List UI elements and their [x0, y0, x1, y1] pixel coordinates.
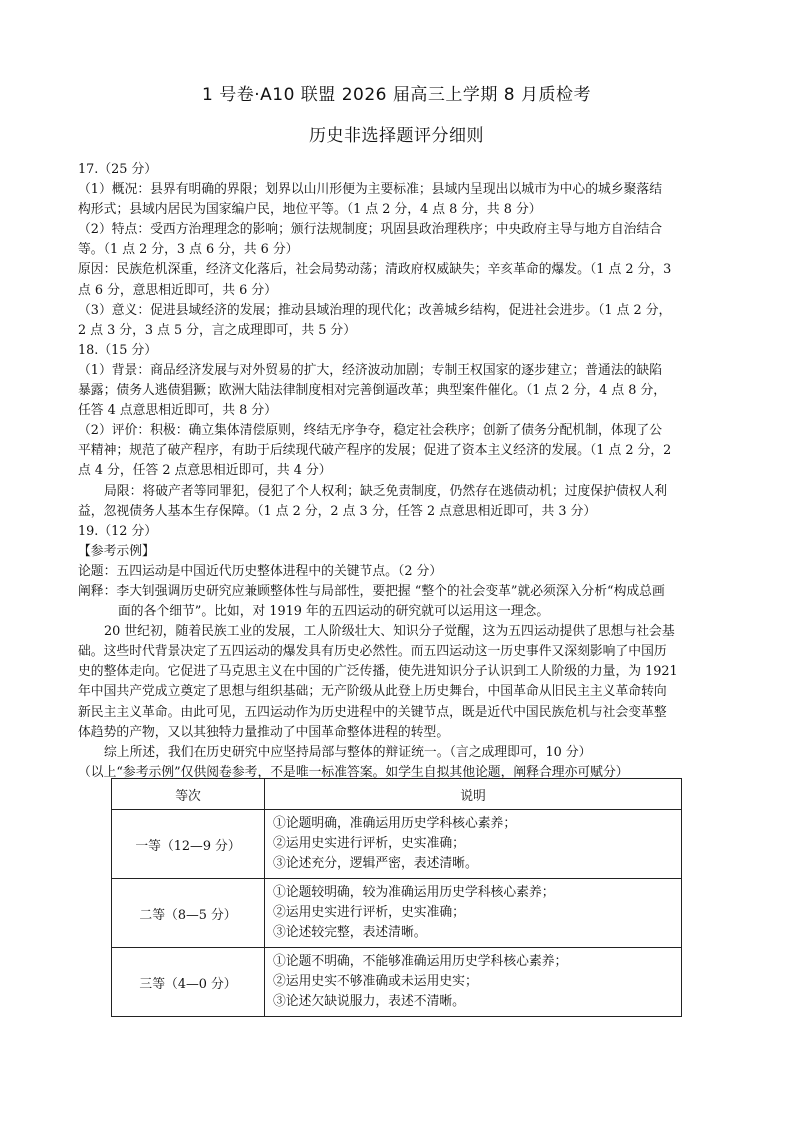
q18-line: 任答 4 点意思相近即可，共 8 分） — [78, 403, 277, 419]
criterion: ①论题明确，准确运用历史学科核心素养； — [273, 816, 517, 831]
criterion: ②运用史实不够准确或未运用史实； — [273, 974, 478, 989]
q19-paragraph: 年中国共产党成立奠定了思想与组织基础；无产阶级从此登上历史舞台，中国革命从旧民主主义革命转向 — [78, 684, 667, 700]
q19-heading: 19.（12 分） — [78, 523, 158, 539]
grading-table — [111, 778, 682, 1017]
table-row — [112, 810, 682, 879]
table-header-level: 等次 — [112, 779, 265, 810]
q19-note: （以上“参考示例”仅供阅卷参考，不是唯一标准答案。如学生自拟其他论题，阐释合理亦可赋分） — [78, 764, 629, 780]
grade-level: 二等（8—5 分） — [112, 879, 265, 948]
grade-description — [265, 879, 682, 948]
q19-paragraph: 体趋势的产物，又以其独特力量推动了中国革命整体进程的转型。 — [78, 724, 450, 740]
q19-example-tag: 【参考示例】 — [78, 543, 155, 559]
q17-line: （1）概况：县界有明确的界限；划界以山川形便为主要标准；县域内呈现出以城市为中心的城乡聚落结 — [78, 182, 663, 198]
q17-line: 构形式；县域内居民为国家编户民，地位平等。（1 点 2 分，4 点 8 分，共 8 分） — [78, 202, 542, 218]
grade-description — [265, 948, 682, 1017]
q19-explanation: 面的各个细节”。比如，对 1919 年的五四运动的研究就可以运用这一理念。 — [118, 604, 550, 620]
criterion: ①论题较明确，较为准确运用历史学科核心素养； — [273, 885, 555, 900]
q19-thesis: 论题：五四运动是中国近代历史整体进程中的关键节点。（2 分） — [78, 563, 443, 579]
q19-explanation: 阐释：李大钊强调历史研究应兼顾整体性与局部性，要把握 “整个的社会变革”就必须深入分析“构成总画 — [78, 583, 665, 599]
q17-line: （3）意义：促进县域经济的发展；推动县域治理的现代化；改善城乡结构，促进社会进步。（1 点 2 分， — [78, 302, 672, 318]
q17-line: 点 6 分，意思相近即可，共 6 分） — [78, 282, 277, 298]
table-row — [112, 948, 682, 1017]
q18-line: 点 4 分，任答 2 点意思相近即可，共 4 分） — [78, 463, 332, 479]
document-subtitle: 历史非选择题评分细则 — [309, 126, 484, 146]
table-header-description: 说明 — [265, 779, 682, 810]
q18-line: 益，忽视债务人基本生存保障。（1 点 2 分，2 点 3 分，任答 2 点意思相近即可，共 3 分） — [78, 503, 597, 519]
criterion: ①论题不明确，不能够准确运用历史学科核心素养； — [273, 954, 568, 969]
q18-heading: 18.（15 分） — [78, 342, 158, 358]
grade-description — [265, 810, 682, 879]
answer-content — [78, 160, 718, 783]
q19-conclusion: 综上所述，我们在历史研究中应坚持局部与整体的辩证统一。（言之成理即可，10 分） — [104, 744, 592, 760]
criterion: ③论述较完整，表述清晰。 — [273, 925, 427, 940]
q19-paragraph: 史的整体走向。它促进了马克思主义在中国的广泛传播，使先进知识分子认识到工人阶级的力量，为 1921 — [78, 664, 678, 680]
q18-line: 暴露；债务人逃债猖獗；欧洲大陆法律制度相对完善倒逼改革；典型案件催化。（1 点 2 分，4 点 8 分， — [78, 383, 667, 399]
document-title: 1 号卷·A10 联盟 2026 届高三上学期 8 月质检考 — [202, 85, 591, 105]
q18-line: 局限：将破产者等同罪犯，侵犯了个人权利；缺乏免责制度，仍然存在逃债动机；过度保护债权人利 — [104, 483, 668, 499]
grade-level: 一等（12—9 分） — [112, 810, 265, 879]
q17-line: 等。（1 点 2 分，3 点 6 分，共 6 分） — [78, 242, 299, 258]
q18-line: 平精神；规范了破产程序，有助于后续现代破产程序的发展；促进了资本主义经济的发展。（1 点 2 分，2 — [78, 443, 672, 459]
criterion: ③论述欠缺说服力，表述不清晰。 — [273, 994, 465, 1009]
table-row — [112, 879, 682, 948]
criterion: ③论述充分，逻辑严密，表述清晰。 — [273, 856, 478, 871]
q18-line: （1）背景：商品经济发展与对外贸易的扩大，经济波动加剧；专制王权国家的逐步建立；普通法的缺陷 — [78, 362, 663, 378]
criterion: ②运用史实进行评析，史实准确； — [273, 905, 465, 920]
q17-line: （2）特点：受西方治理理念的影响；颁行法规制度；巩固县政治理秩序；中央政府主导与地方自治结合 — [78, 222, 663, 238]
q19-paragraph: 础。这些时代背景决定了五四运动的爆发具有历史必然性。而五四运动这一历史事件又深刻影响了中国历 — [78, 644, 667, 660]
q18-line: （2）评价：积极：确立集体清偿原则，终结无序争夺，稳定社会秩序；创新了债务分配机制，体现了公 — [78, 423, 663, 439]
grade-level: 三等（4—0 分） — [112, 948, 265, 1017]
q17-heading: 17.（25 分） — [78, 162, 158, 177]
table-header-row — [112, 779, 682, 810]
q19-paragraph: 新民主主义革命。由此可见，五四运动作为历史进程中的关键节点，既是近代中国民族危机与社会变革整 — [78, 704, 667, 720]
q17-line: 2 点 3 分，3 点 5 分，言之成理即可，共 5 分） — [78, 322, 357, 338]
criterion: ②运用史实进行评析，史实准确； — [273, 836, 465, 851]
q19-paragraph: 20 世纪初，随着民族工业的发展，工人阶级壮大、知识分子觉醒，这为五四运动提供了思想与社会基 — [104, 624, 675, 640]
q17-line: 原因：民族危机深重，经济文化落后，社会局势动荡；清政府权威缺失；辛亥革命的爆发。（1 点 2 分，3 — [78, 262, 672, 278]
